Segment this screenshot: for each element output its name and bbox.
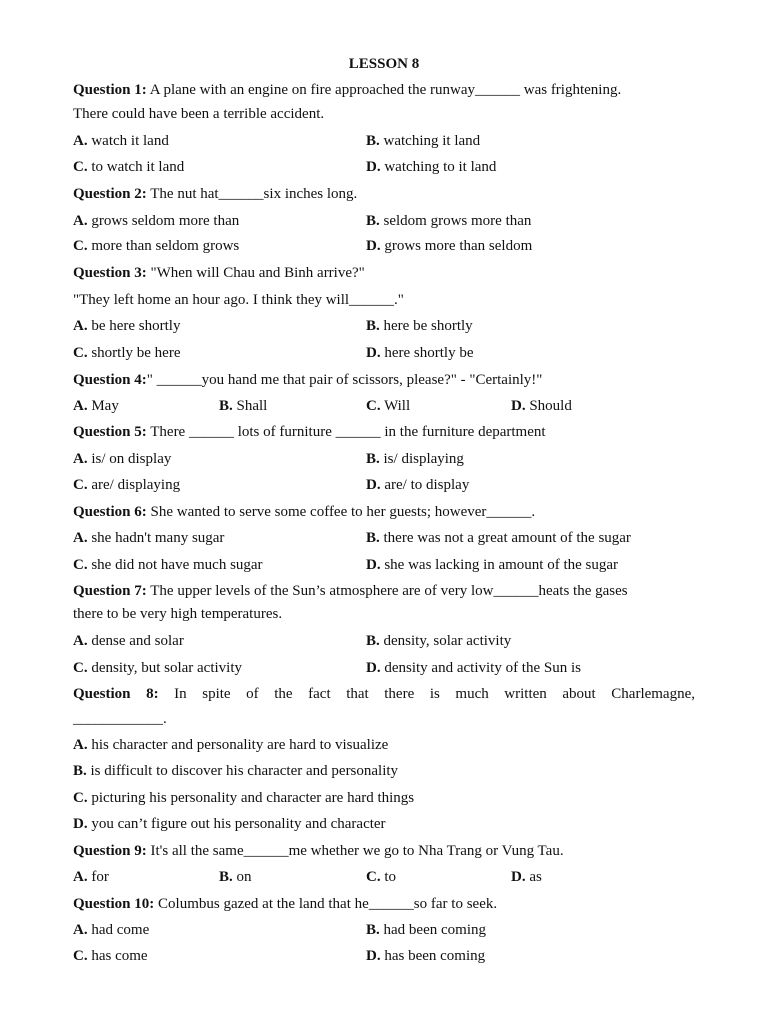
question-7-text: Question 7: The upper levels of the Sun’s atmosphere are of very low______heats the gases <box>73 583 628 599</box>
question-2-option-a[interactable]: A. grows seldom more than <box>73 213 240 229</box>
question-6-option-a[interactable]: A. she hadn't many sugar <box>73 530 225 546</box>
question-10-option-b[interactable]: B. had been coming <box>366 922 486 938</box>
question-7-option-a[interactable]: A. dense and solar <box>73 633 184 649</box>
question-9-text: Question 9: It's all the same______me whether we go to Nha Trang or Vung Tau. <box>73 843 564 859</box>
question-6-option-b[interactable]: B. there was not a great amount of the sugar <box>366 530 631 546</box>
question-7-option-b[interactable]: B. density, solar activity <box>366 633 512 649</box>
question-9-option-c[interactable]: C. to <box>366 869 397 885</box>
question-2-option-d[interactable]: D. grows more than seldom <box>366 238 533 254</box>
question-1-option-c[interactable]: C. to watch it land <box>73 159 185 175</box>
question-2-option-b[interactable]: B. seldom grows more than <box>366 213 532 229</box>
question-6-text: Question 6: She wanted to serve some coffee to her guests; however______. <box>73 504 536 520</box>
question-1-option-b[interactable]: B. watching it land <box>366 133 481 149</box>
question-5-option-b[interactable]: B. is/ displaying <box>366 451 464 467</box>
question-5-text: Question 5: There ______ lots of furniture ______ in the furniture department <box>73 424 546 440</box>
question-8-text: Question 8: In spite of the fact that there is much written about Charlemagne, <box>73 686 695 702</box>
question-8-text-cont: ____________. <box>73 711 167 727</box>
question-10-option-a[interactable]: A. had come <box>73 922 150 938</box>
question-1-option-d[interactable]: D. watching to it land <box>366 159 497 175</box>
question-2-text: Question 2: The nut hat______six inches long. <box>73 186 358 202</box>
question-4-option-c[interactable]: C. Will <box>366 398 411 414</box>
question-7-option-d[interactable]: D. density and activity of the Sun is <box>366 660 581 676</box>
question-10-text: Question 10: Columbus gazed at the land that he______so far to seek. <box>73 896 498 912</box>
question-8-option-a[interactable]: A. his character and personality are hard to visualize <box>73 737 389 753</box>
question-1-option-a[interactable]: A. watch it land <box>73 133 169 149</box>
question-6-option-d[interactable]: D. she was lacking in amount of the sugar <box>366 557 619 573</box>
question-3-option-c[interactable]: C. shortly be here <box>73 345 181 361</box>
question-9-option-b[interactable]: B. on <box>219 869 252 885</box>
question-5-option-a[interactable]: A. is/ on display <box>73 451 172 467</box>
question-10-option-d[interactable]: D. has been coming <box>366 948 486 964</box>
question-9-option-d[interactable]: D. as <box>511 869 542 885</box>
question-4-option-a[interactable]: A. May <box>73 398 119 414</box>
question-8-option-c[interactable]: C. picturing his personality and character are hard things <box>73 790 415 806</box>
question-1-text: Question 1: A plane with an engine on fire approached the runway______ was frightening. <box>73 82 622 98</box>
question-4-text: Question 4:" ______you hand me that pair of scissors, please?" - "Certainly!" <box>73 372 543 388</box>
question-3-text: Question 3: "When will Chau and Binh arrive?" <box>73 265 365 281</box>
question-4-option-d[interactable]: D. Should <box>511 398 572 414</box>
question-3-option-b[interactable]: B. here be shortly <box>366 318 473 334</box>
question-10-option-c[interactable]: C. has come <box>73 948 148 964</box>
question-3-option-d[interactable]: D. here shortly be <box>366 345 474 361</box>
question-3-option-a[interactable]: A. be here shortly <box>73 318 181 334</box>
question-9-option-a[interactable]: A. for <box>73 869 109 885</box>
question-6-option-c[interactable]: C. she did not have much sugar <box>73 557 263 573</box>
question-3-text-cont: "They left home an hour ago. I think they will______." <box>73 292 404 308</box>
question-7-text-cont: there to be very high temperatures. <box>73 606 283 622</box>
question-5-option-c[interactable]: C. are/ displaying <box>73 477 181 493</box>
question-8-option-d[interactable]: D. you can’t figure out his personality and character <box>73 816 386 832</box>
question-1-text-cont: There could have been a terrible accident. <box>73 106 325 122</box>
question-7-option-c[interactable]: C. density, but solar activity <box>73 660 243 676</box>
question-2-option-c[interactable]: C. more than seldom grows <box>73 238 240 254</box>
question-8-option-b[interactable]: B. is difficult to discover his character and personality <box>73 763 399 779</box>
question-5-option-d[interactable]: D. are/ to display <box>366 477 470 493</box>
question-4-option-b[interactable]: B. Shall <box>219 398 268 414</box>
lesson-title: LESSON 8 <box>348 56 420 72</box>
